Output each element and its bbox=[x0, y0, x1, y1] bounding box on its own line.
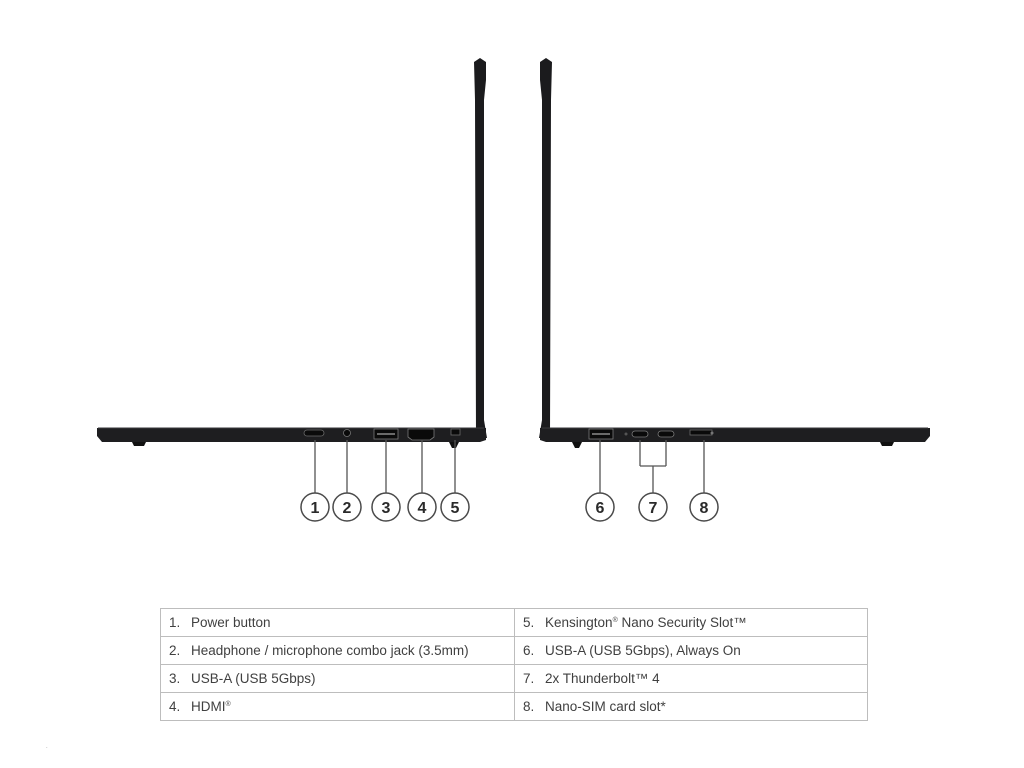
legend-number: 4. bbox=[169, 699, 181, 714]
callout-2 bbox=[333, 493, 361, 521]
callout-1 bbox=[301, 493, 329, 521]
thunderbolt-port bbox=[658, 431, 674, 437]
legend-cell bbox=[515, 693, 868, 721]
legend-number: 2. bbox=[169, 643, 181, 658]
legend-cell bbox=[515, 637, 868, 665]
table-row bbox=[161, 609, 868, 637]
callout-label: 3 bbox=[381, 500, 391, 517]
laptop-right-foot bbox=[880, 442, 894, 446]
legend-label: USB-A (USB 5Gbps) bbox=[191, 671, 316, 686]
legend-cell bbox=[161, 609, 515, 637]
legend-cell bbox=[161, 693, 515, 721]
callout-label: 6 bbox=[595, 500, 605, 517]
legend-number: 1. bbox=[169, 615, 181, 630]
nano-sim-slot-port bbox=[690, 430, 712, 435]
thunderbolt-led bbox=[625, 433, 628, 436]
callout-6 bbox=[586, 493, 614, 521]
callout-7 bbox=[639, 493, 667, 521]
callout-label: 1 bbox=[310, 500, 320, 517]
legend-number: 7. bbox=[523, 671, 535, 686]
ports-legend-table bbox=[160, 608, 868, 721]
laptop-right-lid bbox=[539, 58, 552, 438]
callout-label: 8 bbox=[699, 500, 709, 517]
audio-jack-port bbox=[344, 430, 351, 437]
table-row bbox=[161, 665, 868, 693]
laptop-right-foot bbox=[572, 442, 582, 448]
registered-mark: ® bbox=[612, 617, 618, 624]
laptop-left-side-view bbox=[97, 58, 487, 448]
laptop-left-lid bbox=[474, 58, 487, 438]
callouts bbox=[301, 493, 718, 521]
power-button-port bbox=[304, 430, 324, 436]
legend-cell bbox=[515, 665, 868, 693]
legend-label-tail: Nano Security Slot™ bbox=[617, 615, 747, 630]
callout-label: 4 bbox=[417, 500, 427, 517]
legend-label: Power button bbox=[191, 615, 271, 630]
callout-8 bbox=[690, 493, 718, 521]
legend-label: HDMI bbox=[191, 699, 226, 714]
table-row bbox=[161, 637, 868, 665]
legend-cell bbox=[161, 637, 515, 665]
leader-lines bbox=[315, 440, 704, 493]
legend-label: Kensington bbox=[545, 615, 613, 630]
callout-4 bbox=[408, 493, 436, 521]
callout-label: 5 bbox=[450, 500, 460, 517]
laptop-right-side-view bbox=[539, 58, 930, 448]
legend-number: 5. bbox=[523, 615, 535, 630]
sim-eject-hole bbox=[711, 432, 714, 435]
callout-5 bbox=[441, 493, 469, 521]
legend-cell bbox=[161, 665, 515, 693]
laptop-left-foot bbox=[132, 442, 146, 446]
registered-mark: ® bbox=[225, 701, 231, 708]
legend-label: USB-A (USB 5Gbps), Always On bbox=[545, 643, 741, 658]
legend-label: Nano-SIM card slot* bbox=[545, 699, 666, 714]
callout-label: 2 bbox=[342, 500, 352, 517]
legend-number: 3. bbox=[169, 671, 181, 686]
legend-cell bbox=[515, 609, 868, 637]
kensington-slot-port bbox=[451, 429, 460, 435]
thunderbolt-port bbox=[632, 431, 648, 437]
table-row bbox=[161, 693, 868, 721]
footnote-mark: . bbox=[46, 744, 48, 750]
legend-label: Headphone / microphone combo jack (3.5mm) bbox=[191, 643, 469, 658]
legend-label: 2x Thunderbolt™ 4 bbox=[545, 671, 660, 686]
legend-number: 8. bbox=[523, 699, 535, 714]
callout-3 bbox=[372, 493, 400, 521]
legend-number: 6. bbox=[523, 643, 535, 658]
callout-label: 7 bbox=[648, 500, 658, 517]
hdmi-port bbox=[408, 429, 434, 440]
laptop-left-foot bbox=[449, 442, 459, 448]
